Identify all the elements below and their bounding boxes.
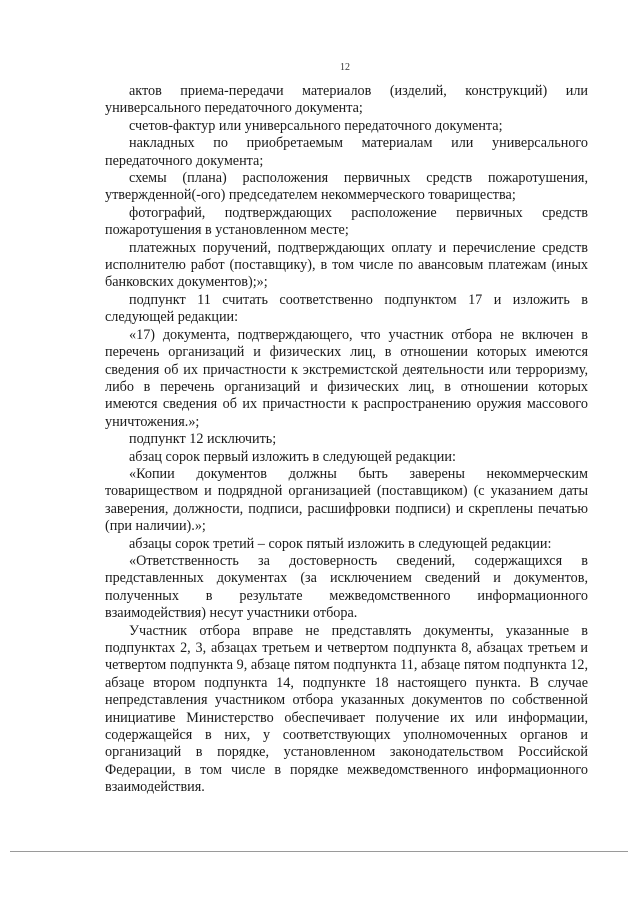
paragraph-forty-third-fifth: абзацы сорок третий – сорок пятый изложить в следующей редакции:: [129, 535, 552, 552]
paragraph-acts: актов приема-передачи материалов (изделий, конструкций) или универсального передаточного документа;: [105, 83, 588, 117]
paragraph-photos: фотографий, подтверждающих расположение первичных средств пожаротушения в установленном месте;: [105, 204, 588, 239]
paragraph-forty-first: абзац сорок первый изложить в следующей редакции:: [129, 448, 456, 465]
paragraph-subclause-11: подпункт 11 считать соответственно подпунктом 17 и изложить в следующей редакции:: [105, 291, 588, 326]
document-body: [105, 83, 588, 797]
paragraph-subclause-17: «17) документа, подтверждающего, что участник отбора не включен в перечень организаций и физических лиц, в отношении которых имеются сведения об их причастности к экстремистской деятельности или терроризму, либо в перечень организаций и физических лиц, в отношении которых имеются сведения об их причастности к распространению оружия массового уничтожения.»;: [105, 326, 588, 430]
paragraph-participant-rights: Участник отбора вправе не представлять документы, указанные в подпунктах 2, 3, абзацах третьем и четвертом подпункта 8, абзацах третьем и четвертом подпункта 9, абзаце пятом подпункта 11, абзаце пятом подпункта 12, абзаце втором подпункта 14, подпункте 18 настоящего пункта. В случае непредставления участником отбора указанных документов по собственной инициативе Министерство обеспечивает получение их или информации, содержащейся в них, у соответствующих уполномоченных органов и организаций в порядке, установленном законодательством Российской Федерации, в том числе в порядке межведомственного информационного взаимодействия.: [105, 622, 588, 796]
paragraph-responsibility: «Ответственность за достоверность сведений, содержащихся в представленных документах (за исключением сведений и документов, полученных в результате межведомственного информационного взаимодействия) несут участники отбора.: [105, 552, 588, 622]
page-number: 12: [340, 62, 350, 73]
paragraph-subclause-12-excluded: подпункт 12 исключить;: [129, 431, 277, 448]
paragraph-invoices: счетов-фактур или универсального передаточного документа;: [129, 117, 503, 134]
footer-rule: [10, 851, 628, 852]
paragraph-scheme: схемы (плана) расположения первичных средств пожаротушения, утвержденной(-ого) председателем некоммерческого товарищества;: [105, 170, 588, 204]
paragraph-waybills: накладных по приобретаемым материалам или универсального передаточного документа;: [105, 135, 588, 169]
paragraph-payment-orders: платежных поручений, подтверждающих оплату и перечисление средств исполнителю работ (поставщику), в том числе по авансовым платежам (иных банковских документов);»;: [105, 239, 588, 291]
paragraph-copies-certification: «Копии документов должны быть заверены некоммерческим товариществом и подрядной организацией (поставщиком) (с указанием даты заверения, должности, подписи, расшифровки подписи) и скреплены печатью (при наличии).»;: [105, 465, 588, 535]
